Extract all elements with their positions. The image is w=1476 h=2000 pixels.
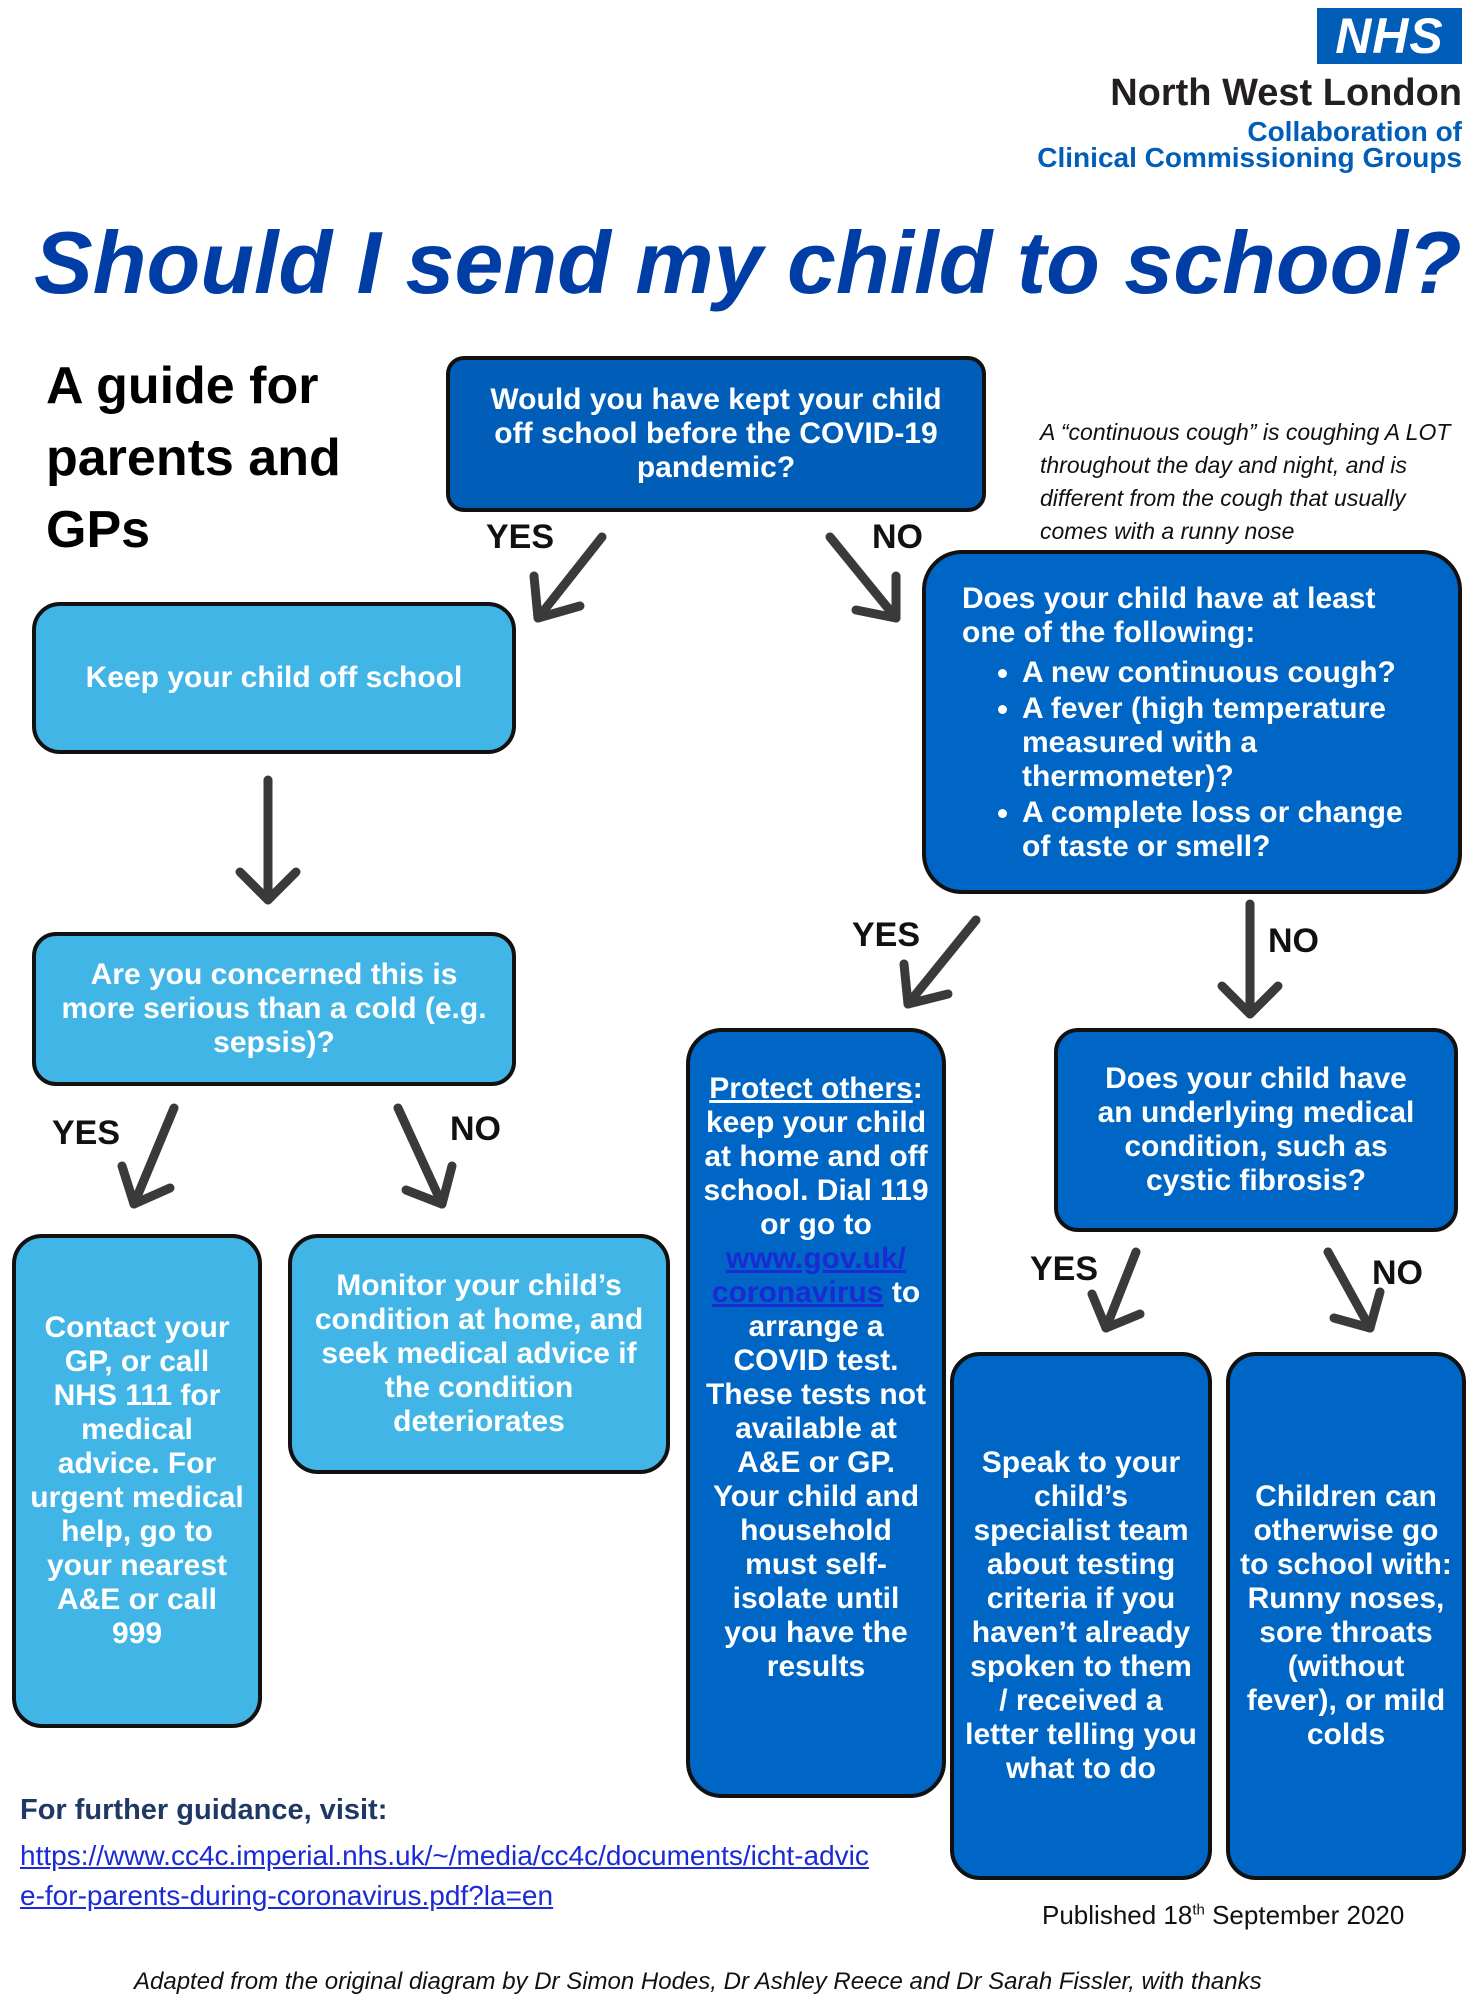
gov-url-link[interactable]: www.gov.uk/ coronavirus: [711, 1242, 906, 1309]
org-name: North West London: [1110, 72, 1462, 114]
org-line2: Collaboration of: [1247, 116, 1462, 147]
credit-line: Adapted from the original diagram by Dr Simon Hodes, Dr Ashley Reece and Dr Sarah Fissler, with thanks: [134, 1968, 1262, 1995]
label-yes-q1: YES: [486, 518, 555, 556]
label-no-q1: NO: [872, 518, 923, 556]
symptom-cough: • A new continuous cough?: [1022, 656, 1430, 690]
org-line3: Clinical Commissioning Groups: [1037, 142, 1462, 173]
underlying-text: Does your child have an underlying medical condition, such as cystic fibrosis?: [1097, 1062, 1415, 1197]
guidance-url-link[interactable]: https://www.cc4c.imperial.nhs.uk/~/media/cc4c/documents/icht-advice-for-parents-during-coronavirus.pdf?la=en: [20, 1840, 869, 1911]
label-yes-symptoms: YES: [852, 916, 921, 954]
specialist-text: Speak to your child’s specialist team about testing criteria if you haven’t already spoken to them / received a letter telling you what to do: [965, 1446, 1197, 1785]
contact-gp-box: [12, 1234, 262, 1728]
q1-box: [446, 356, 986, 512]
label-no-symptoms: NO: [1268, 922, 1319, 960]
label-no-underlying: NO: [1372, 1254, 1423, 1292]
monitor-box: [288, 1234, 670, 1474]
keep-off-box: [32, 602, 516, 754]
symptom-fever: • A fever (high temperature measured with a thermometer)?: [1022, 692, 1430, 794]
symptoms-intro: Does your child have at least one of the following:: [962, 582, 1376, 649]
label-yes-concerned: YES: [52, 1114, 121, 1152]
page-subtitle: A guide for parents and GPs: [46, 357, 341, 559]
published-prefix: Published 18: [1042, 1900, 1193, 1930]
guidance-label: For further guidance, visit:: [20, 1794, 388, 1826]
monitor-text: Monitor your child’s condition at home, and seek medical advice if the condition deteriorates: [314, 1269, 644, 1438]
protect-text2: to arrange a COVID test. These tests not available at A&E or GP. Your child and household must self-isolate until you have the results: [705, 1276, 927, 1683]
keep-off-text: Keep your child off school: [85, 661, 463, 694]
arrow-concerned-no: [398, 1108, 452, 1204]
nhs-logo-text: NHS: [1335, 8, 1444, 64]
protect-text1: : keep your child at home and off school. Dial 119 or go to: [703, 1072, 929, 1241]
published-suffix: September 2020: [1204, 1900, 1405, 1930]
otherwise-text: Children can otherwise go to school with: Runny noses, sore throats (without fever), or mild colds: [1240, 1480, 1452, 1751]
contact-gp-text: Contact your GP, or call NHS 111 for medical advice. For urgent medical help, go to your nearest A&E or call 999: [30, 1311, 244, 1650]
cough-note: A “continuous cough” is coughing A LOT throughout the day and night, and is different from the cough that usually comes with a runny nose: [1040, 419, 1451, 544]
arrow-keep-down: [240, 780, 296, 900]
published-sup: th: [1192, 1901, 1205, 1919]
underlying-box: [1054, 1028, 1458, 1232]
protect-link[interactable]: Protect others: [709, 1072, 913, 1105]
symptom-taste: • A complete loss or change of taste or smell?: [1022, 796, 1430, 864]
label-yes-underlying: YES: [1030, 1250, 1099, 1288]
specialist-box: [950, 1352, 1212, 1880]
arrow-concerned-yes: [122, 1108, 174, 1204]
protect-box: [686, 1028, 946, 1798]
label-no-concerned: NO: [450, 1110, 501, 1148]
symptoms-list: [962, 656, 1430, 864]
arrow-underlying-yes: [1092, 1252, 1140, 1328]
symptoms-box: [922, 550, 1462, 894]
otherwise-box: [1226, 1352, 1466, 1880]
concerned-box: [32, 932, 516, 1086]
published-date: [1042, 1900, 1404, 1931]
q1-text: Would you have kept your child off school before the COVID-19 pandemic?: [490, 383, 942, 484]
concerned-text: Are you concerned this is more serious than a cold (e.g. sepsis)?: [61, 958, 487, 1059]
nhs-logo: [1317, 8, 1462, 64]
page-title: Should I send my child to school?: [34, 213, 1462, 312]
